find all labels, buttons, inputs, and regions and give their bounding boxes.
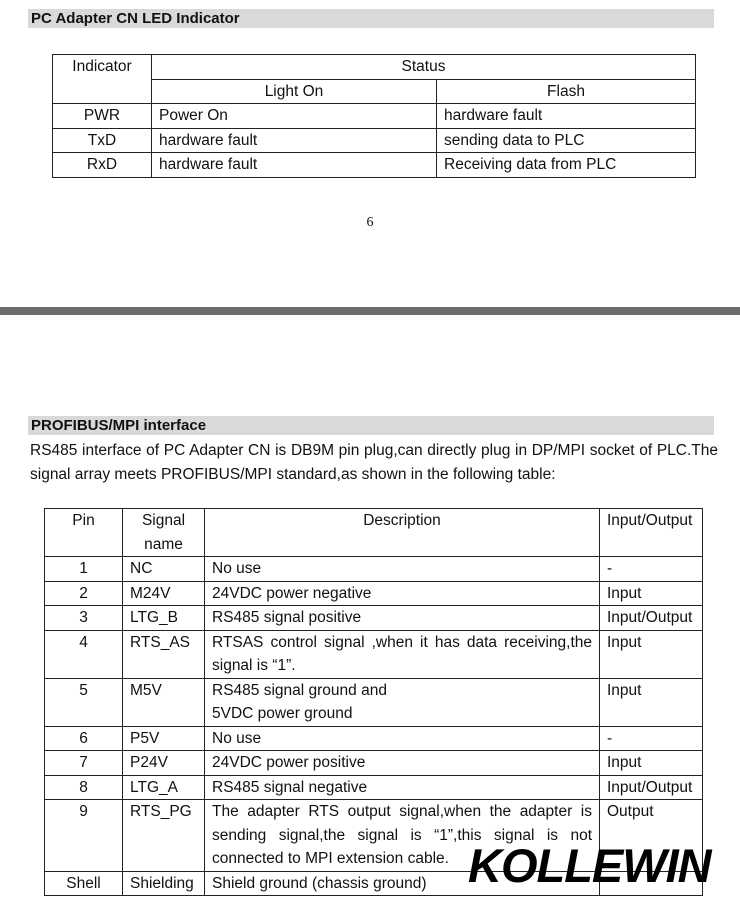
flash-cell: hardware fault [437,104,696,129]
io-cell: - [600,557,703,582]
signal-cell: RTS_AS [123,630,205,678]
pin-cell: 6 [45,726,123,751]
pin-cell: 4 [45,630,123,678]
kollewin-watermark: KOLLEWIN [468,839,711,892]
signal-cell: M24V [123,581,205,606]
description-cell: No use [205,726,600,751]
profibus-heading: PROFIBUS/MPI interface [28,416,714,435]
io-cell: Input [600,630,703,678]
pin-cell: 3 [45,606,123,631]
signal-cell: LTG_B [123,606,205,631]
pin-cell: 1 [45,557,123,582]
description-cell: RS485 signal positive [205,606,600,631]
signal-cell: P24V [123,751,205,776]
flash-cell: sending data to PLC [437,128,696,153]
indicator-cell: TxD [53,128,152,153]
interface-description: RS485 interface of PC Adapter CN is DB9M pin plug,can directly plug in DP/MPI socket of PLC.The signal array meets PROFIBUS/MPI standard,as shown in the following table: [30,442,718,483]
indicator-header: Indicator [53,55,152,104]
pin-cell: 5 [45,678,123,726]
light-on-cell: hardware fault [152,128,437,153]
page-number: 6 [366,215,374,230]
table-row [45,581,703,606]
light-on-cell: Power On [152,104,437,129]
indicator-cell: PWR [53,104,152,129]
description-cell: RS485 signal negative [205,775,600,800]
pin-cell: Shell [45,871,123,896]
description-cell: RS485 signal ground and 5VDC power ground [205,678,600,726]
io-cell: - [600,726,703,751]
io-cell: Input [600,581,703,606]
pin-cell: 8 [45,775,123,800]
description-cell: The adapter RTS output signal,when the adapter is sending signal,the signal is “1”,this signal is not connected to MPI extension cable. [205,800,600,872]
description-cell: Shield ground (chassis ground) [205,871,600,896]
description-cell: 24VDC power positive [205,751,600,776]
io-cell: Output [600,800,703,872]
table-row [45,557,703,582]
status-header: Status [152,55,696,80]
description-cell: RTSAS control signal ,when it has data receiving,the signal is “1”. [205,630,600,678]
description-cell: 24VDC power negative [205,581,600,606]
signal-cell: LTG_A [123,775,205,800]
io-cell: Input [600,751,703,776]
indicator-cell: RxD [53,153,152,178]
description-header: Description [205,509,600,557]
table-header-row [45,509,703,557]
pin-cell: 9 [45,800,123,872]
io-header: Input/Output [600,509,703,557]
pin-header: Pin [45,509,123,557]
flash-cell: Receiving data from PLC [437,153,696,178]
light-on-cell: hardware fault [152,153,437,178]
page-divider [0,307,740,315]
table-header-row [53,55,696,80]
signal-cell: NC [123,557,205,582]
io-cell: Input/Output [600,606,703,631]
led-indicator-heading: PC Adapter CN LED Indicator [28,9,714,28]
signal-cell: M5V [123,678,205,726]
signal-cell: P5V [123,726,205,751]
flash-header: Flash [437,79,696,104]
table-row [45,726,703,751]
io-cell: Input [600,678,703,726]
table-row [45,775,703,800]
pin-cell: 7 [45,751,123,776]
table-row [45,751,703,776]
table-row [53,104,696,129]
io-cell: Input/Output [600,775,703,800]
table-row [53,128,696,153]
table-row [45,606,703,631]
signal-cell: RTS_PG [123,800,205,872]
description-cell: No use [205,557,600,582]
table-row [45,630,703,678]
table-row [45,678,703,726]
signal-cell: Shielding [123,871,205,896]
pin-cell: 2 [45,581,123,606]
light-on-header: Light On [152,79,437,104]
led-indicator-table [52,54,696,178]
signal-name-header: Signal name [123,509,205,557]
table-row [53,153,696,178]
